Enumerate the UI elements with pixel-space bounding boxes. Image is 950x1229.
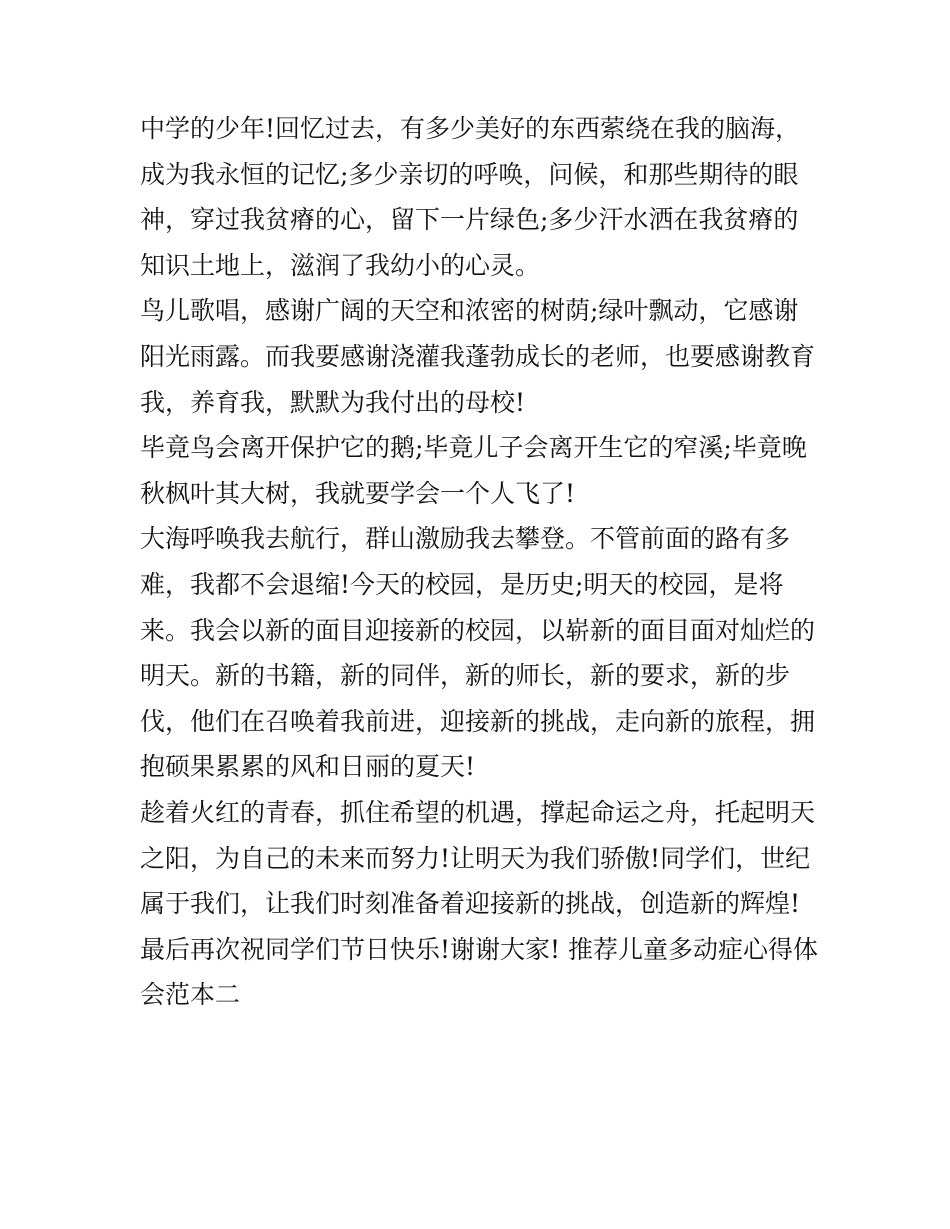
- text-line: 中学的少年!回忆过去，有多少美好的东西萦绕在我的脑海，: [140, 114, 801, 143]
- text-line: 成为我永恒的记忆;多少亲切的呼唤，问候，和那些期待的眼: [140, 159, 799, 189]
- text-line: 毕竟鸟会离开保护它的鹅;毕竟儿子会离开生它的窄溪;毕竟晚: [140, 433, 807, 463]
- text-line: 鸟儿歌唱，感谢广阔的天空和浓密的树荫;绿叶飘动，它感谢: [140, 296, 799, 326]
- text-line: 抱硕果累累的风和日丽的夏天!: [140, 752, 476, 782]
- text-line: 来。我会以新的面目迎接新的校园，以崭新的面目面对灿烂的: [140, 615, 816, 645]
- text-line: 最后再次祝同学们节日快乐!谢谢大家! 推荐儿童多动症心得体: [140, 934, 819, 964]
- text-line: 阳光雨露。而我要感谢浇灌我蓬勃成长的老师，也要感谢教育: [140, 341, 816, 371]
- text-line: 大海呼唤我去航行，群山激励我去攀登。不管前面的路有多: [140, 524, 791, 554]
- text-line: 神，穿过我贫瘠的心，留下一片绿色;多少汗水洒在我贫瘠的: [140, 205, 799, 235]
- text-line: 我，养育我，默默为我付出的母校!: [140, 387, 526, 417]
- text-line: 之阳，为自己的未来而努力!让明天为我们骄傲!同学们，世纪: [140, 843, 811, 873]
- text-line: 难，我都不会退缩!今天的校园，是历史;明天的校园，是将: [140, 569, 784, 599]
- text-line: 秋枫叶其大树，我就要学会一个人飞了!: [140, 478, 576, 508]
- body-text: [140, 106, 830, 1018]
- text-line: 伐，他们在召唤着我前进，迎接新的挑战，走向新的旅程，拥: [140, 706, 816, 736]
- text-line: 趁着火红的青春，抓住希望的机遇，撑起命运之舟，托起明天: [140, 797, 816, 827]
- text-line: 明天。新的书籍，新的同伴，新的师长，新的要求，新的步: [140, 661, 791, 691]
- text-line: 会范本二: [140, 980, 241, 1010]
- text-line: 属于我们，让我们时刻准备着迎接新的挑战，创造新的辉煌!: [140, 889, 801, 919]
- text-line: 知识土地上，滋润了我幼小的心灵。: [140, 250, 541, 280]
